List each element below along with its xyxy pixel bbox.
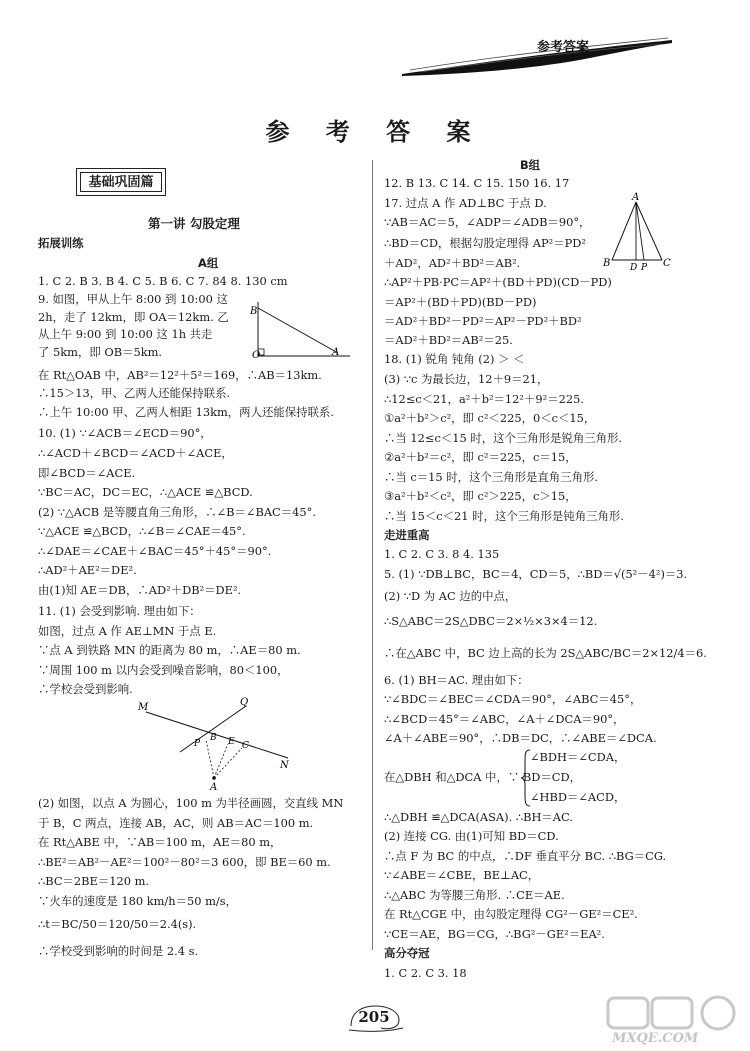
left-line: 1. C 2. B 3. B 4. C 5. B 6. C 7. 84 8. 130 cm: [38, 274, 288, 288]
svg-text:MXQE.COM: MXQE.COM: [612, 1031, 699, 1046]
watermark-logo: [606, 994, 746, 1046]
right-line: ∴当 c＝15 时，这个三角形是直角三角形.: [384, 470, 598, 484]
subhead-key-school: 走进重高: [384, 528, 430, 542]
fig11-label-a: A: [210, 782, 218, 793]
left-line: ∵火车的速度是 180 km/h＝50 m/s，: [38, 894, 237, 908]
left-line: 了 5km，即 OB＝5km.: [38, 345, 163, 359]
right-line: 5. (1) ∵DB⊥BC，BC＝4，CD＝5，∴BD＝√(5²－4²)＝3.: [384, 567, 688, 581]
left-line: 如图，过点 A 作 AE⊥MN 于点 E.: [38, 624, 217, 638]
left-line: 由(1)知 AE＝DB，∴AD²＋DB²＝DE².: [38, 583, 242, 597]
right-line: ＋AD²，AD²＋BD²＝AB².: [384, 256, 521, 270]
fig17-label-c: C: [663, 258, 671, 269]
right-line: ∴△DBH ≌△DCA(ASA). ∴BH＝AC.: [384, 810, 573, 824]
right-line: ∴△ABC 为等腰三角形. ∴CE＝AE.: [384, 888, 565, 902]
brace-line-1: ∠BDH＝∠CDA，: [530, 750, 626, 764]
left-line: ∴学校会受到影响.: [38, 682, 133, 696]
right-line: ∴当 15＜c＜21 时，这个三角形是钝角三角形.: [384, 509, 624, 523]
right-line: ∴在△ABC 中，BC 边上高的长为 2S△ABC/BC＝2×12/4＝6.: [384, 646, 707, 660]
subhead-top-score: 高分夺冠: [384, 946, 430, 960]
left-line: 9. 如图，甲从上午 8:00 到 10:00 这: [38, 292, 228, 306]
right-line: ∴AP²＋PB·PC＝AP²＋(BD＋PD)(CD－PD): [384, 275, 612, 289]
left-line: ∵BC＝AC，DC＝EC，∴△ACE ≌△BCD.: [38, 485, 253, 499]
left-line: 11. (1) 会受到影响. 理由如下：: [38, 604, 201, 618]
fig9-label-a: A: [332, 347, 340, 358]
right-line: ∵∠BDC＝∠BEC＝∠CDA＝90°，∠ABC＝45°，: [384, 692, 642, 706]
group-a-heading: A组: [198, 256, 219, 270]
group-b-heading: B组: [520, 158, 541, 172]
fig9-label-b: B: [250, 306, 258, 317]
left-line: 即∠BCD＝∠ACE.: [38, 466, 136, 480]
right-line: 17. 过点 A 作 AD⊥BC 于点 D.: [384, 196, 547, 210]
left-line: 在 Rt△OAB 中，AB²＝12²＋5²＝169，∴AB＝13km.: [38, 368, 322, 382]
fig17-label-p: P: [641, 263, 648, 273]
fig11-label-b: B: [210, 733, 217, 743]
left-line: (2) 如图，以点 A 为圆心，100 m 为半径画圆，交直线 MN: [38, 796, 344, 810]
left-line: 2h，走了 12km，即 OA＝12km. 乙: [38, 310, 229, 324]
right-line: (3) ∵c 为最长边，12＋9＝21，: [384, 372, 549, 386]
right-line: ∠A＋∠ABE＝90°，∴DB＝DC，∴∠ABE＝∠DCA.: [384, 731, 657, 745]
right-line: 18. (1) 锐角 钝角 (2) ＞ ＜: [384, 352, 525, 366]
left-line: ∴BC＝2BE＝120 m.: [38, 874, 150, 888]
left-line: ∴15＞13，甲、乙两人还能保持联系.: [38, 386, 231, 400]
right-line: ∵CE＝AE，BG＝CG，∴BG²－GE²＝EA².: [384, 927, 605, 941]
right-line: ∴当 12≤c＜15 时，这个三角形是锐角三角形.: [384, 431, 623, 445]
left-line: 于 B，C 两点，连接 AB，AC，则 AB＝AC＝100 m.: [38, 816, 314, 830]
left-line: ∴∠ACD＋∠BCD＝∠ACD＋∠ACE，: [38, 446, 233, 460]
right-line: ∴∠BCD＝45°＝∠ABC，∠A＋∠DCA＝90°，: [384, 712, 625, 726]
left-line: ∴∠DAE＝∠CAE＋∠BAC＝45°＋45°＝90°.: [38, 544, 272, 558]
right-line: ∵∠ABE＝∠CBE，BE⊥AC，: [384, 868, 540, 882]
header-label: 参考答案: [537, 40, 590, 55]
right-line: (2) ∵D 为 AC 边的中点，: [384, 589, 517, 603]
figure-q11-railway: [128, 694, 298, 794]
fig11-label-m: M: [138, 702, 149, 713]
right-line: 6. (1) BH＝AC. 理由如下：: [384, 673, 529, 687]
left-line: ∵周围 100 m 以内会受到噪音影响，80＜100，: [38, 663, 289, 677]
fig11-label-c: C: [242, 741, 249, 751]
page-title: 参 考 答 案: [265, 118, 485, 146]
fig17-label-d: D: [630, 263, 638, 273]
left-line: ∴上午 10:00 甲、乙两人相距 13km，两人还能保持联系.: [38, 405, 334, 419]
left-line: 在 Rt△ABE 中，∵AB＝100 m，AE＝80 m，: [38, 835, 282, 849]
left-brace: [520, 748, 532, 808]
fig11-label-n: N: [280, 760, 289, 771]
right-line: ∴12≤c＜21，a²＋b²＝12²＋9²＝225.: [384, 392, 584, 406]
left-line: ∵△ACE ≌△BCD，∴∠B＝∠CAE＝45°.: [38, 524, 246, 538]
right-line: 在 Rt△CGE 中，由勾股定理得 CG²－GE²＝CE².: [384, 907, 638, 921]
fig11-label-e: E: [228, 737, 235, 747]
figure-q9-right-triangle: [246, 298, 356, 362]
page-number: 205: [358, 1008, 390, 1026]
lecture-title: 第一讲 勾股定理: [148, 216, 240, 231]
fig9-label-o: O: [252, 350, 261, 361]
fig11-label-p: P: [194, 739, 201, 749]
fig17-label-a: A: [632, 192, 640, 203]
brace-line-2: 在△DBH 和△DCA 中，∵ BD＝CD，: [384, 770, 581, 784]
right-line: 1. C 2. C 3. 18: [384, 966, 467, 980]
right-line: ②a²＋b²＝c²，即 c²＝225，c＝15，: [384, 450, 577, 464]
figure-q17-isosceles-triangle: [600, 192, 672, 274]
fig11-label-q: Q: [240, 697, 249, 708]
right-line: ①a²＋b²＞c²，即 c²＜225，0＜c＜15，: [384, 411, 596, 425]
column-divider: [372, 160, 373, 950]
left-line: ∴学校受到影响的时间是 2.4 s.: [38, 944, 199, 958]
left-line: ∵点 A 到铁路 MN 的距离为 80 m，∴AE＝80 m.: [38, 643, 301, 657]
left-line: ∴AD²＋AE²＝DE².: [38, 563, 137, 577]
right-line: ∵AB＝AC＝5，∠ADP＝∠ADB＝90°，: [384, 215, 591, 229]
left-line: 从上午 9:00 到 10:00 这 1h 共走: [38, 327, 213, 341]
right-line: ＝AP²＋(BD＋PD)(BD－PD): [384, 295, 537, 309]
right-line: (2) 连接 CG. 由(1)可知 BD＝CD.: [384, 829, 559, 843]
right-line: 12. B 13. C 14. C 15. 150 16. 17: [384, 176, 570, 190]
section-label: 基础巩固篇: [80, 172, 162, 192]
right-line: ③a²＋b²＜c²，即 c²＞225，c＞15，: [384, 489, 577, 503]
right-line: 1. C 2. C 3. 8 4. 135: [384, 547, 500, 561]
right-line: ∴BD＝CD，根据勾股定理得 AP²＝PD²: [384, 236, 586, 250]
brace-line-3: ∠HBD＝∠ACD，: [530, 790, 626, 804]
left-line: (2) ∵△ACB 是等腰直角三角形，∴∠B＝∠BAC＝45°.: [38, 505, 316, 519]
right-line: ＝AD²＋BD²－PD²＝AP²－PD²＋BD²: [384, 314, 582, 328]
left-line: 10. (1) ∵∠ACB＝∠ECD＝90°，: [38, 426, 212, 440]
fig17-label-b: B: [603, 258, 611, 269]
right-line: ＝AD²＋BD²＝AB²＝25.: [384, 333, 513, 347]
left-line: ∴BE²＝AB²－AE²＝100²－80²＝3 600，即 BE＝60 m.: [38, 855, 331, 869]
left-line: ∴t＝BC/50＝120/50＝2.4(s).: [38, 917, 197, 931]
right-line: ∴点 F 为 BC 的中点，∴DF 垂直平分 BC. ∴BG＝CG.: [384, 849, 667, 863]
right-line: ∴S△ABC＝2S△DBC＝2×½×3×4＝12.: [384, 614, 598, 628]
subhead-extend-training: 拓展训练: [38, 236, 84, 250]
